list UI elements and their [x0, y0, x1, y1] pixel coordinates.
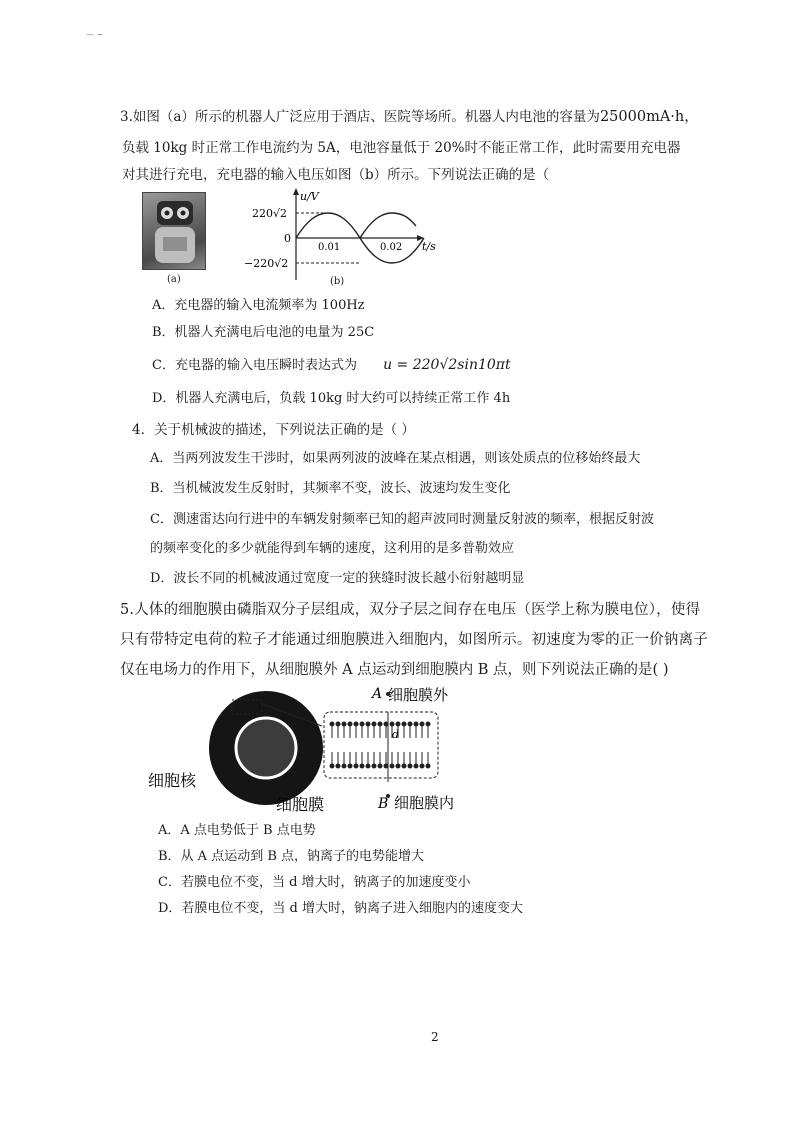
- graph-x-label: t/s: [422, 240, 436, 253]
- voltage-sine-curve-2: [360, 213, 416, 238]
- q5-stem-line1: 5.人体的细胞膜由磷脂双分子层组成，双分子层之间存在电压（医学上称为膜电位），使得: [120, 602, 701, 618]
- q3-option-c: [152, 356, 511, 375]
- cell-membrane-diagram: [140, 682, 480, 816]
- point-b-label: B: [378, 796, 389, 812]
- outside-label: 细胞膜外: [388, 686, 449, 704]
- nucleus-label: 细胞核: [148, 771, 197, 790]
- membrane-label: 细胞膜: [276, 795, 325, 814]
- voltage-graph: [210, 186, 440, 292]
- q4-option-a: A．当两列波发生干涉时，如果两列波的波峰在某点相遇，则该处质点的位移始终最大: [150, 451, 641, 466]
- graph-ymax-label: 220√2: [252, 207, 288, 220]
- header-mark: — ~: [86, 30, 104, 39]
- q3-stem-line3: 对其进行充电，充电器的输入电压如图（b）所示。下列说法正确的是（: [122, 167, 550, 183]
- q3-option-a: A．充电器的输入电流频率为 100Hz: [152, 298, 365, 313]
- graph-xtick-2: 0.02: [380, 242, 403, 253]
- q5-option-c: C．若膜电位不变，当 d 增大时，钠离子的加速度变小: [158, 875, 471, 890]
- graph-xtick-1: 0.01: [318, 242, 341, 253]
- q5-option-b: B．从 A 点运动到 B 点，钠离子的电势能增大: [158, 849, 425, 864]
- q3-stem-line1: [120, 108, 699, 126]
- q4-option-c-line2: 的频率变化的多少就能得到车辆的速度，这利用的是多普勒效应: [150, 541, 515, 556]
- q4-option-c-line1: C．测速雷达向行进中的车辆发射频率已知的超声波同时测量反射波的频率，根据反射波: [150, 512, 654, 527]
- phospholipid-bilayer: [332, 726, 428, 764]
- d-label: d: [392, 728, 400, 741]
- inside-label: 细胞膜内: [394, 794, 455, 812]
- q5-stem-line2: 只有带特定电荷的粒子才能通过细胞膜进入细胞内，如图所示。初速度为零的正一价钠离子: [120, 632, 708, 648]
- q3-option-c-text: C．充电器的输入电压瞬时表达式为: [152, 358, 357, 373]
- q5-stem-line3: 仅在电场力的作用下，从细胞膜外 A 点运动到细胞膜内 B 点，则下列说法正确的是( ): [120, 662, 669, 678]
- fig-b-caption: (b): [330, 276, 345, 287]
- fig-a-caption: (a): [167, 274, 181, 285]
- q5-option-a: A．A 点电势低于 B 点电势: [158, 823, 316, 838]
- q3-stem-line2: 负载 10kg 时正常工作电流约为 5A，电池容量低于 20%时不能正常工作，此时需要用充电器: [122, 140, 681, 156]
- q4-option-b: B．当机械波发生反射时，其频率不变，波长、波速均发生变化: [150, 481, 511, 496]
- q4-stem: 4．关于机械波的描述，下列说法正确的是（ ）: [132, 422, 415, 438]
- robot-photo: [142, 192, 206, 270]
- q3-stem-text: 3.如图（a）所示的机器人广泛应用于酒店、医院等场所。机器人内电池的容量为: [120, 109, 600, 125]
- graph-origin-label: 0: [284, 232, 291, 245]
- robot-illustration: [143, 193, 205, 269]
- page-number: 2: [431, 1030, 439, 1044]
- q3-capacity: 25000mA·h，: [599, 109, 699, 125]
- q3-option-c-formula: u = 220√2sin10πt: [383, 357, 511, 373]
- q5-option-d: D．若膜电位不变，当 d 增大时，钠离子进入细胞内的速度变大: [158, 901, 524, 916]
- q3-option-b: B．机器人充满电后电池的电量为 25C: [152, 325, 375, 340]
- q3-option-d: D．机器人充满电后，负载 10kg 时大约可以持续正常工作 4h: [152, 391, 511, 406]
- graph-y-arrow: [293, 188, 299, 195]
- point-a-label: A: [372, 686, 383, 702]
- q4-option-d: D．波长不同的机械波通过宽度一定的狭缝时波长越小衍射越明显: [150, 571, 525, 586]
- graph-ymin-label: −220√2: [244, 257, 289, 270]
- graph-y-label: u/V: [300, 190, 319, 203]
